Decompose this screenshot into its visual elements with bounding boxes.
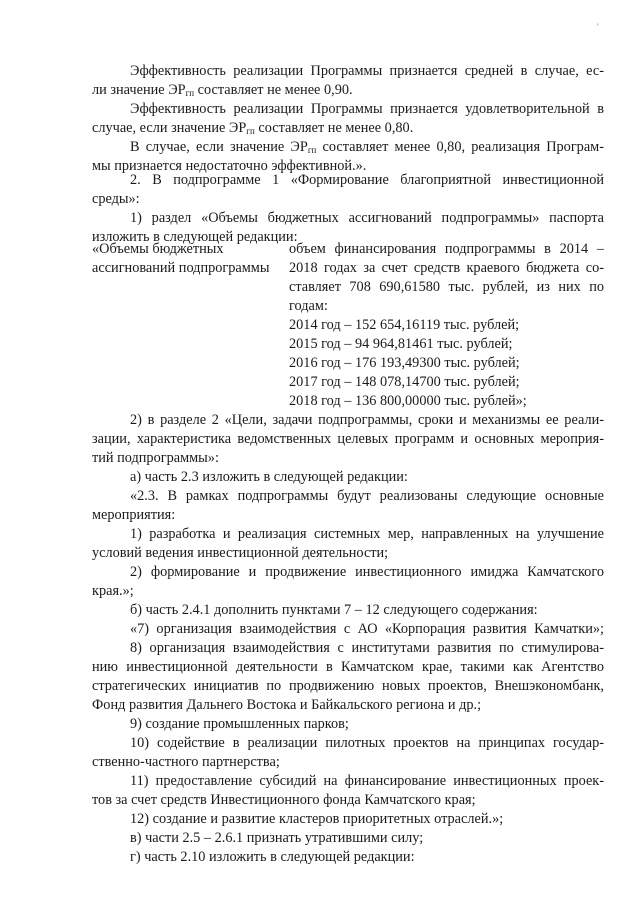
text-line: зации, характеристика ведомственных целевых программ и основных мероприя- bbox=[92, 431, 604, 447]
corner-mark: ' bbox=[597, 22, 599, 32]
text-line: 10) содействие в реализации пилотных проектов на принципах государ- bbox=[130, 735, 604, 751]
text-line: среды»: bbox=[92, 191, 140, 207]
text-line: ли значение $ЭР_{гп}$ составляет не менее 0,90. bbox=[92, 82, 353, 98]
text-line: 2) в разделе 2 «Цели, задачи подпрограммы, сроки и механизмы ее реали- bbox=[130, 412, 604, 428]
budget-value-line: объем финансирования подпрограммы в 2014 – bbox=[289, 241, 604, 257]
text-line: нию инвестиционной деятельности в Камчатском крае, такими как Агентство bbox=[92, 659, 604, 675]
text-line: Фонд развития Дальнего Востока и Байкальского региона и др.; bbox=[92, 697, 482, 713]
text-line: 1) разработка и реализация системных мер, направленных на улучшение bbox=[130, 526, 604, 542]
text-line: Эффективность реализации Программы признается средней в случае, ес- bbox=[130, 63, 604, 79]
text-line: в) части 2.5 – 2.6.1 признать утратившими силу; bbox=[130, 830, 424, 846]
text-line: г) часть 2.10 изложить в следующей редакции: bbox=[130, 849, 415, 865]
text-line: стратегических инициатив по продвижению новых проектов, Внешэкономбанк, bbox=[92, 678, 604, 694]
text-line: мероприятия: bbox=[92, 507, 176, 523]
text-line: 11) предоставление субсидий на финансирование инвестиционных проек- bbox=[130, 773, 604, 789]
text-line: б) часть 2.4.1 дополнить пунктами 7 – 12 следующего содержания: bbox=[130, 602, 538, 618]
budget-year-line: 2017 год – 148 078,14700 тыс. рублей; bbox=[289, 374, 520, 390]
text-line: «7) организация взаимодействия с АО «Корпорация развития Камчатки»; bbox=[130, 621, 604, 637]
text-line: края.»; bbox=[92, 583, 134, 599]
text-line: случае, если значение $ЭР_{гп}$ составляет не менее 0,80. bbox=[92, 120, 414, 136]
text-line: изложить в следующей редакции: bbox=[92, 229, 298, 245]
text-line: 12) создание и развитие кластеров приоритетных отраслей.»; bbox=[130, 811, 504, 827]
text-line: ственно-частного партнерства; bbox=[92, 754, 280, 770]
text-line: В случае, если значение $ЭР_{гп}$ составляет менее 0,80, реализация Програм- bbox=[130, 139, 604, 155]
text-line: а) часть 2.3 изложить в следующей редакции: bbox=[130, 469, 408, 485]
budget-label-line: «Объемы бюджетных bbox=[92, 241, 224, 257]
budget-value-line: годам: bbox=[289, 298, 328, 314]
text-line: 2) формирование и продвижение инвестиционного имиджа Камчатского bbox=[130, 564, 604, 580]
budget-year-line: 2014 год – 152 654,16119 тыс. рублей; bbox=[289, 317, 520, 333]
text-line: условий ведения инвестиционной деятельности; bbox=[92, 545, 389, 561]
budget-year-line: 2018 год – 136 800,00000 тыс. рублей»; bbox=[289, 393, 527, 409]
text-line: Эффективность реализации Программы признается удовлетворительной в bbox=[130, 101, 604, 117]
budget-value-line: 2018 годах за счет средств краевого бюджета со- bbox=[289, 260, 604, 276]
budget-label-line: ассигнований подпрограммы bbox=[92, 260, 270, 276]
budget-year-line: 2015 год – 94 964,81461 тыс. рублей; bbox=[289, 336, 513, 352]
text-line: 1) раздел «Объемы бюджетных ассигнований подпрограммы» паспорта bbox=[130, 210, 604, 226]
text-line: 9) создание промышленных парков; bbox=[130, 716, 349, 732]
text-line: тий подпрограммы»: bbox=[92, 450, 219, 466]
text-line: 8) организация взаимодействия с институтами развития по стимулирова- bbox=[130, 640, 604, 656]
text-line: 2. В подпрограмме 1 «Формирование благоприятной инвестиционной bbox=[130, 172, 604, 188]
budget-year-line: 2016 год – 176 193,49300 тыс. рублей; bbox=[289, 355, 520, 371]
text-line: мы признается недостаточно эффективной.». bbox=[92, 158, 367, 174]
budget-value-line: ставляет 708 690,61580 тыс. рублей, из них по bbox=[289, 279, 604, 295]
text-line: «2.3. В рамках подпрограммы будут реализованы следующие основные bbox=[130, 488, 604, 504]
text-line: тов за счет средств Инвестиционного фонда Камчатского края; bbox=[92, 792, 476, 808]
